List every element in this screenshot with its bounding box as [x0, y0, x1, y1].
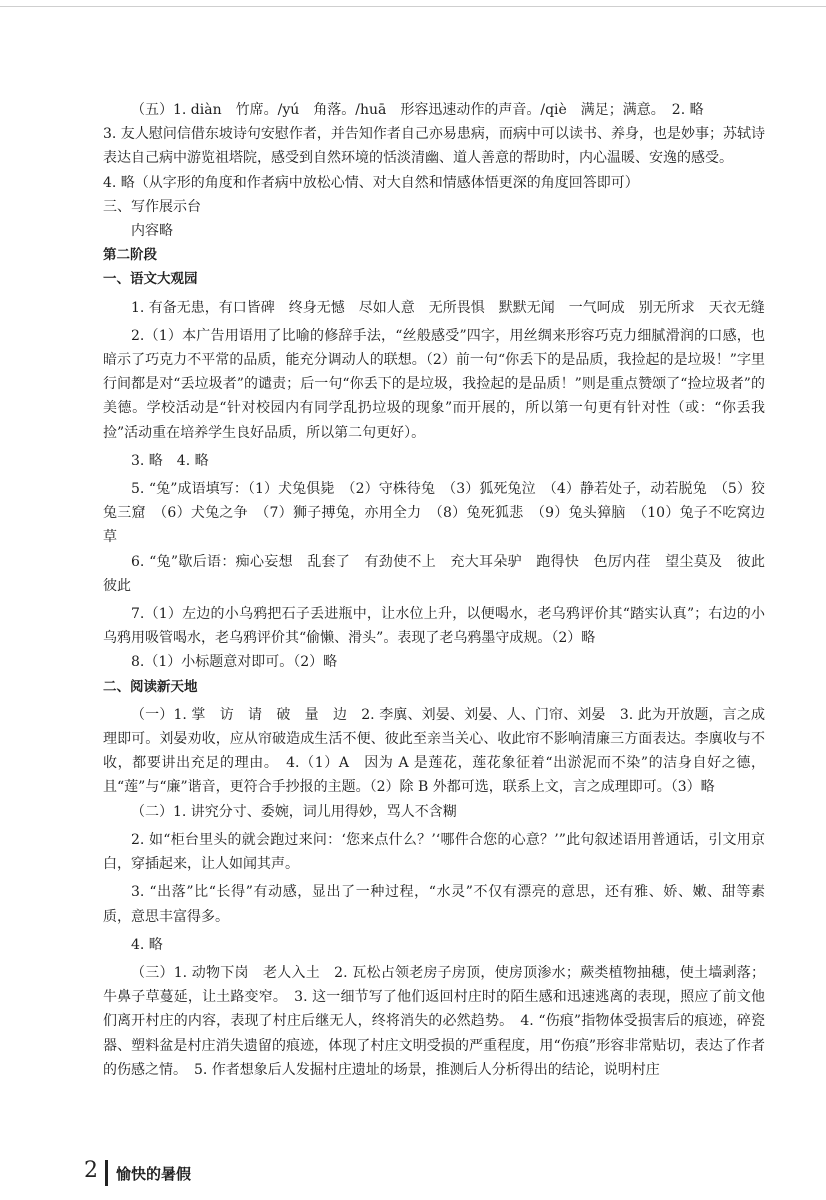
- paragraph: 6. “兔”歇后语：痴心妄想 乱套了 有劲使不上 充大耳朵驴 跑得快 色厉内荏 望尘莫及 彼此彼此: [103, 553, 765, 594]
- section-heading: 一、语文大观园: [103, 271, 198, 288]
- answer-text-body: [103, 98, 765, 1082]
- book-title: 愉快的暑假: [116, 1165, 192, 1183]
- paragraph: 7.（1）左边的小乌鸦把石子丢进瓶中，让水位上升，以便喝水，老乌鸦评价其“踏实认真”；右边的小乌鸦用吸管喝水，老乌鸦评价其“偷懒、滑头”。表现了老乌鸦墨守成规。（2）略: [103, 606, 765, 647]
- paragraph: 4. 略: [131, 936, 163, 953]
- section-heading: 三、写作展示台: [103, 198, 201, 215]
- page-number: 2: [84, 1158, 98, 1183]
- paragraph: 5. “兔”成语填写：（1）犬兔俱毙 （2）守株待兔 （3）狐死兔泣 （4）静若处子，动若脱兔 （5）狡兔三窟 （6）犬兔之争 （7）狮子搏兔，亦用全力 （8）兔死狐悲 （9）兔头獐脑 （10）兔子不吃窝边草: [103, 481, 765, 546]
- paragraph: （二）1. 讲究分寸、委婉，词儿用得妙，骂人不含糊: [131, 803, 457, 820]
- paragraph: 3. 友人慰问信借东坡诗句安慰作者，并告知作者自己亦易患病，而病中可以读书、养身，也是妙事；苏轼诗表达自己病中游览祖塔院，感受到自然环境的恬淡清幽、道人善意的帮助时，内心温暖、安逸的感受。: [103, 126, 765, 167]
- paragraph: 1. 有备无患，有口皆碑 终身无憾 尽如人意 无所畏惧 默默无闻 一气呵成 别无所求 天衣无缝: [131, 299, 765, 316]
- paragraph: 内容略: [131, 223, 173, 240]
- footer-divider: [105, 1160, 108, 1186]
- paragraph: （三）1. 动物下岗 老人入土 2. 瓦松占领老房子房顶，使房顶渗水；蕨类植物抽穗，使土墙剥落；牛鼻子草蔓延，让土路变窄。 3. 这一细节写了他们返回村庄时的陌生感和迅速逃离的表现，照应了前文他们离开村庄的内容，表现了村庄后继无人，终将消失的必然趋势。 4. “伤痕”指物体受损害后的痕迹，碎瓷器、塑料盆是村庄消失遗留的痕迹，体现了村庄文明受损的严重程度，用“伤痕”形容非常贴切，表达了作者的伤感之情。 5. 作者想象后人发掘村庄遗址的场景，推测后人分析得出的结论，说明村庄: [103, 964, 765, 1078]
- paragraph: 8.（1）小标题意对即可。（2）略: [131, 654, 338, 671]
- top-edge-line: [0, 6, 826, 7]
- section-heading: 二、阅读新天地: [103, 678, 198, 695]
- paragraph: （五）1. diàn 竹席。/yú 角落。/huā 形容迅速动作的声音。/qiè 满足；满意。 2. 略: [131, 102, 704, 118]
- paragraph: 4. 略（从字形的角度和作者病中放松心情、对大自然和情感体悟更深的角度回答即可）: [103, 174, 639, 191]
- paragraph: 2. 如“柜台里头的就会跑过来问：‘您来点什么？’‘哪件合您的心意？’”此句叙述语用普通话，引文用京白，穿插起来，让人如闻其声。: [103, 831, 765, 873]
- paragraph: 2.（1）本广告用语用了比喻的修辞手法，“丝般感受”四字，用丝绸来形容巧克力细腻滑润的口感，也暗示了巧克力不平常的品质，能充分调动人的联想。（2）前一句“你丢下的是品质，我捡起的是垃圾！”字里行间都是对“丢垃圾者”的谴责；后一句“你丢下的是垃圾，我捡起的是品质！”则是重点赞颂了“捡垃圾者”的美德。学校活动是“针对校园内有同学乱扔垃圾的现象”而开展的，所以第一句更有针对性（或：“你丢我捡”活动重在培养学生良好品质，所以第二句更好）。: [103, 327, 765, 441]
- stage-heading: 第二阶段: [103, 247, 157, 264]
- paragraph: 3. “出落”比“长得”有动感，显出了一种过程，“水灵”不仅有漂亮的意思，还有雅、娇、嫩、甜等素质，意思丰富得多。: [103, 884, 765, 925]
- paragraph: 3. 略 4. 略: [131, 452, 209, 469]
- paragraph: （一）1. 掌 访 请 破 量 边 2. 李廙、刘晏、刘晏、人、门帘、刘晏 3. 此为开放题，言之成理即可。刘晏劝收，应从帘破造成生活不便、彼此至亲当关心、收此帘不影响清廉三方面表达。李廙收与不收，都要讲出充足的理由。 4.（1）A 因为 A 是莲花，莲花象征着“出淤泥而不染”的洁身自好之德，且“莲”与“廉”谐音，更符合手抄报的主题。（2）除 B 外都可选，联系上文，言之成理即可。（3）略: [103, 706, 765, 796]
